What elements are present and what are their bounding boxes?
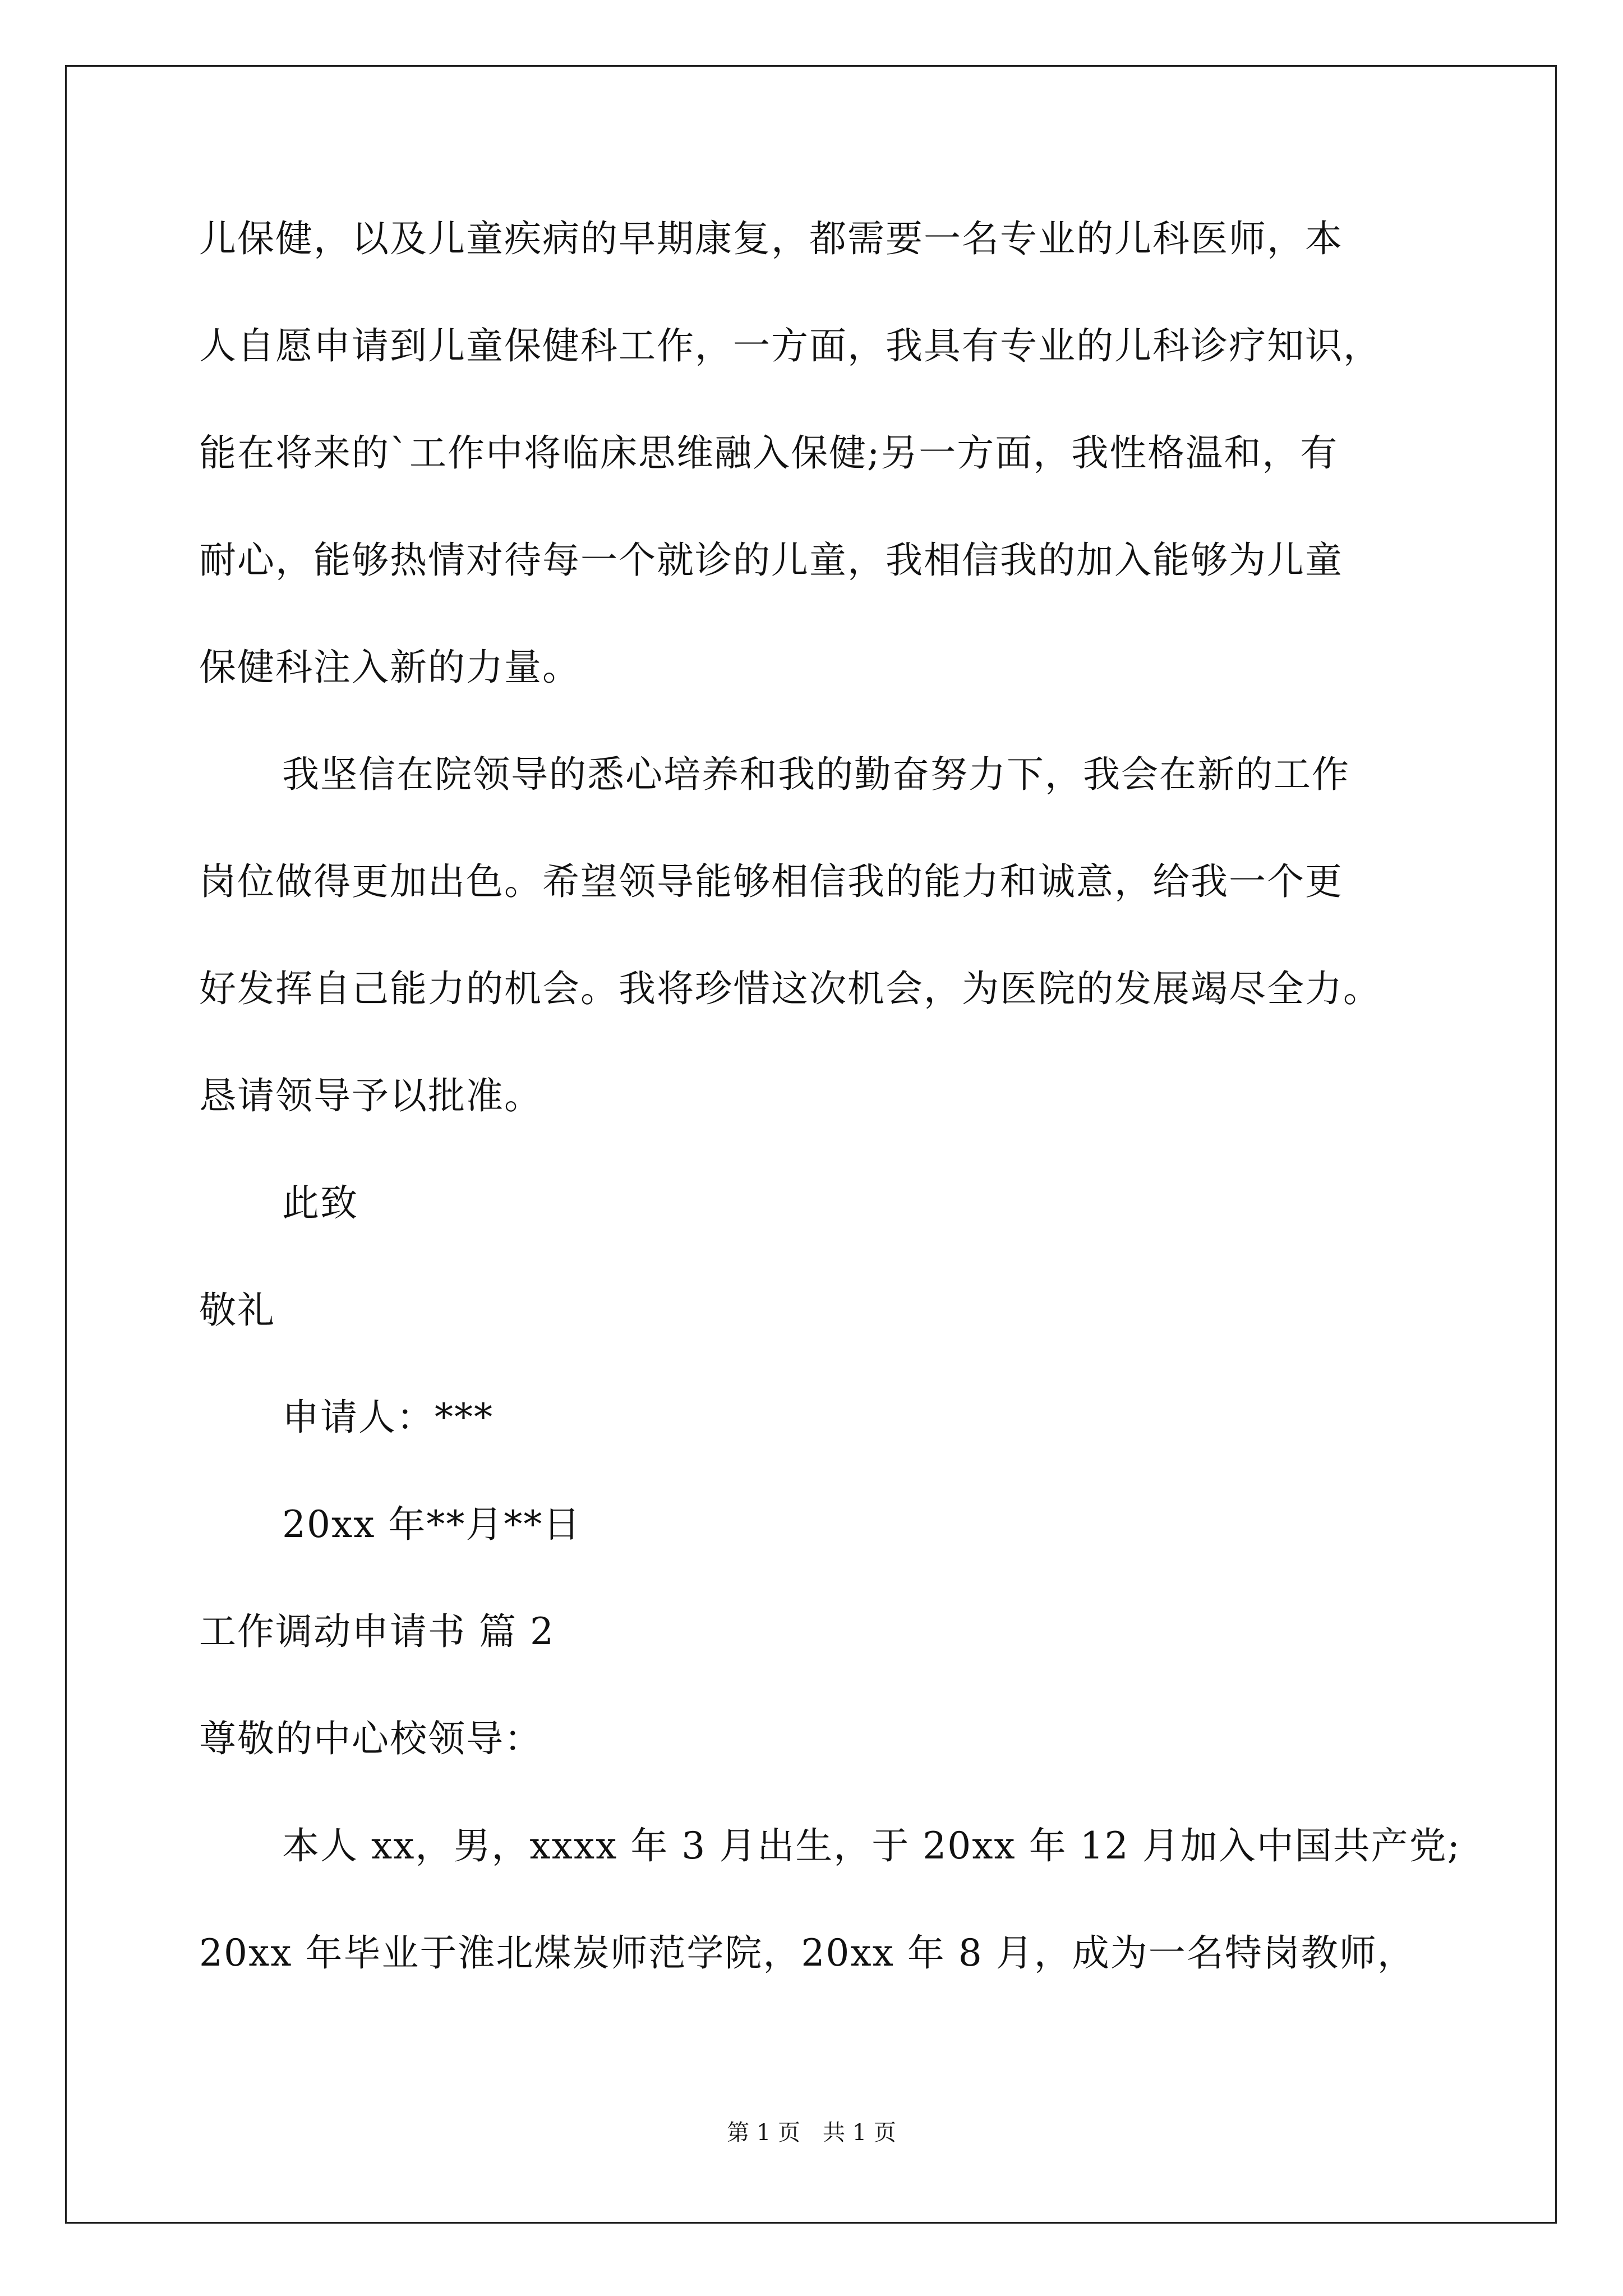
- paragraph-line: 儿保健，以及儿童疾病的早期康复，都需要一名专业的儿科医师，本: [199, 217, 1343, 260]
- paragraph-line: 岗位做得更加出色。希望领导能够相信我的能力和诚意，给我一个更: [199, 860, 1343, 903]
- paragraph-line: 20xx 年毕业于淮北煤炭师范学院，20xx 年 8 月，成为一名特岗教师，: [199, 1931, 1415, 1975]
- paragraph-line: 我坚信在院领导的悉心培养和我的勤奋努力下，我会在新的工作: [282, 753, 1350, 796]
- document-body: [199, 217, 1461, 2040]
- paragraph-line: 好发挥自己能力的机会。我将珍惜这次机会，为医院的发展竭尽全力。: [199, 967, 1381, 1010]
- closing-regards: 敬礼: [199, 1289, 275, 1332]
- paragraph-line: 本人 xx，男，xxxx 年 3 月出生，于 20xx 年 12 月加入中国共产党;: [282, 1824, 1461, 1867]
- letter-greeting: 尊敬的中心校领导：: [199, 1717, 542, 1760]
- applicant-signature: 申请人：***: [282, 1396, 494, 1439]
- closing-salutation: 此致: [282, 1181, 358, 1225]
- page-total: 共 1 页: [823, 2120, 896, 2146]
- page-number: 第 1 页: [727, 2120, 800, 2146]
- application-date: 20xx 年**月**日: [282, 1503, 582, 1546]
- paragraph-line: 耐心，能够热情对待每一个就诊的儿童，我相信我的加入能够为儿童: [199, 539, 1343, 582]
- section-heading: 工作调动申请书 篇 2: [199, 1610, 555, 1653]
- paragraph-line: 保健科注入新的力量。: [199, 646, 580, 689]
- paragraph-line: 恳请领导予以批准。: [199, 1074, 542, 1117]
- paragraph-line: 能在将来的`工作中将临床思维融入保健;另一方面，我性格温和，有: [199, 431, 1339, 475]
- page-footer: [0, 2120, 1623, 2145]
- paragraph-line: 人自愿申请到儿童保健科工作，一方面，我具有专业的儿科诊疗知识，: [199, 324, 1381, 367]
